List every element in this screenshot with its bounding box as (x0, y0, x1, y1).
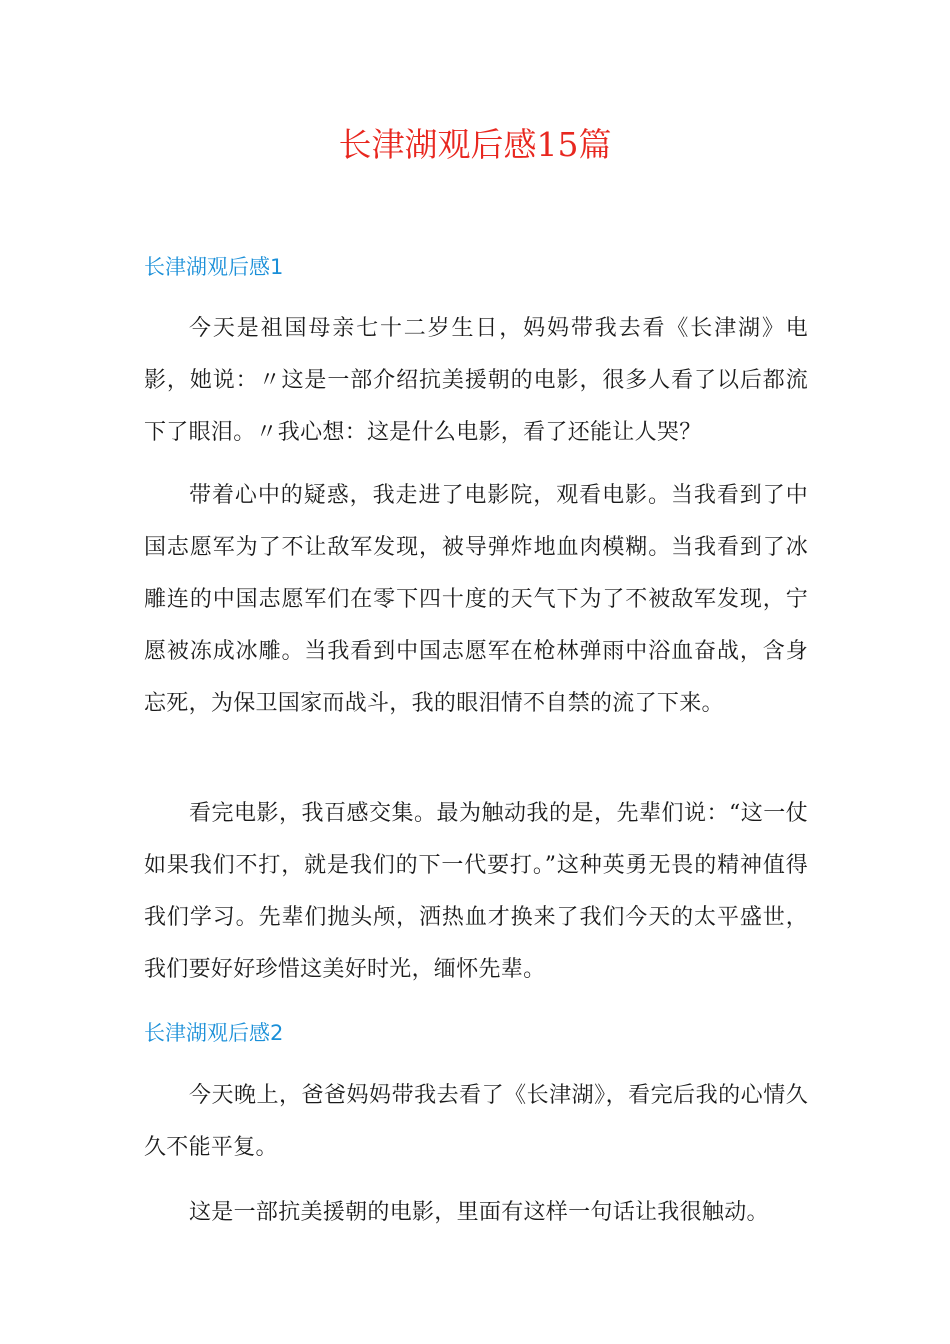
section-heading-1: 长津湖观后感1 (144, 255, 284, 279)
section-heading-2: 长津湖观后感2 (144, 1021, 284, 1045)
document-title: 长津湖观后感15篇 (338, 125, 612, 164)
section-2-paragraph-2: 这是一部抗美援朝的电影，里面有这样一句话让我很触动。 (189, 1200, 769, 1225)
section-2-paragraph-1: 今天晚上，爸爸妈妈带我去看了《长津湖》，看完后我的心情久久不能平复。 (144, 1083, 808, 1160)
section-1-paragraph-3: 看完电影，我百感交集。最为触动我的是，先辈们说：“这一仗如果我们不打，就是我们的下一代要打。”这种英勇无畏的精神值得我们学习。先辈们抛头颅，洒热血才换来了我们今天的太平盛世，我们要好好珍惜这美好时光，缅怀先辈。 (144, 801, 808, 982)
section-1-paragraph-2: 带着心中的疑惑，我走进了电影院，观看电影。当我看到了中国志愿军为了不让敌军发现，被导弹炸地血肉模糊。当我看到了冰雕连的中国志愿军们在零下四十度的天气下为了不被敌军发现，宁愿被冻成冰雕。当我看到中国志愿军在枪林弹雨中浴血奋战，含身忘死，为保卫国家而战斗，我的眼泪情不自禁的流了下来。 (144, 483, 808, 716)
section-1-paragraph-1: 今天是祖国母亲七十二岁生日，妈妈带我去看《长津湖》电影，她说：〃这是一部介绍抗美援朝的电影，很多人看了以后都流下了眼泪。〃我心想：这是什么电影，看了还能让人哭？ (144, 316, 808, 445)
